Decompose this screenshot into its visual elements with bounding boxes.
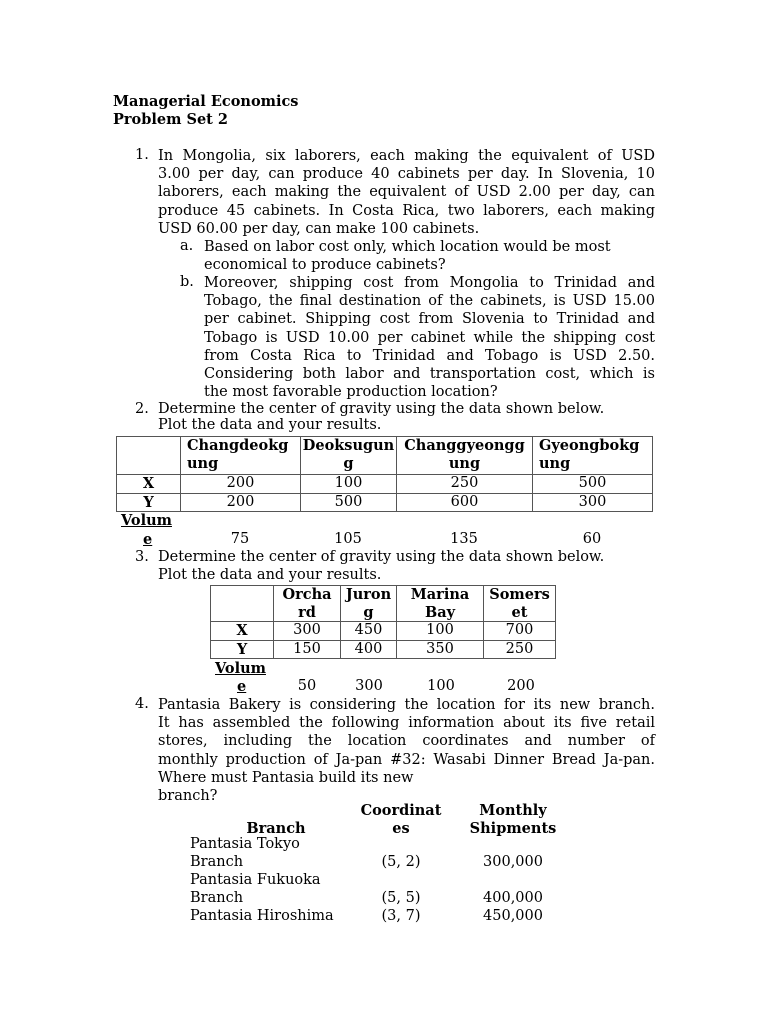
problem-2-table xyxy=(116,436,653,512)
table-cell: 700 xyxy=(484,622,556,641)
problem-3-table xyxy=(210,585,556,659)
problem-4-number: 4. xyxy=(135,696,149,712)
col-coordinates-header: Coordinat xyxy=(360,802,442,819)
text-line: the most favorable production location? xyxy=(204,384,498,401)
branch-name: Pantasia Fukuoka xyxy=(190,872,321,888)
text-line: monthly production of Ja-pan #32: Wasabi Dinner Bread Ja-pan. xyxy=(158,751,655,768)
volume-label-cont: e xyxy=(143,531,153,548)
volume-value: 75 xyxy=(230,531,250,547)
table-header: Juron g xyxy=(341,586,397,622)
table-cell: 350 xyxy=(397,640,484,659)
volume-value: 300 xyxy=(355,678,383,694)
problem-2-line-2: Plot the data and your results. xyxy=(158,417,382,433)
branch-name: Pantasia Tokyo xyxy=(190,836,300,852)
branch-coordinates: (3, 7) xyxy=(381,908,421,924)
table-cell: 200 xyxy=(181,475,301,494)
text-line: economical to produce cabinets? xyxy=(204,257,446,274)
text-line: Pantasia Bakery is considering the location for its new branch. xyxy=(158,697,655,713)
volume-label-cont: e xyxy=(237,678,247,695)
problem-1b-text xyxy=(204,274,655,401)
volume-value: 60 xyxy=(582,531,602,547)
volume-value: 200 xyxy=(507,678,535,694)
text-line: Moreover, shipping cost from Mongolia to Trinidad and xyxy=(204,275,655,291)
table-cell: 200 xyxy=(181,493,301,512)
volume-value: 105 xyxy=(334,531,362,547)
col-shipments-header: Monthly xyxy=(479,802,547,819)
branch-name-cont: Branch xyxy=(190,854,244,870)
text-line: branch? xyxy=(158,787,218,804)
table-cell: 450 xyxy=(341,622,397,641)
text-line: Based on labor cost only, which location would be most xyxy=(204,239,611,255)
table-corner-cell xyxy=(117,437,181,475)
volume-label: Volum xyxy=(215,660,266,677)
problem-2-line-1: Determine the center of gravity using the data shown below. xyxy=(158,401,605,417)
row-label-y: Y xyxy=(117,493,181,512)
table-cell: 500 xyxy=(301,493,397,512)
problem-4-text xyxy=(158,696,655,805)
col-shipments-header-cont: Shipments xyxy=(469,820,557,837)
text-line: from Costa Rica to Trinidad and Tobago is USD 2.50. xyxy=(204,347,655,364)
problem-3-line-2: Plot the data and your results. xyxy=(158,567,382,583)
table-cell: 100 xyxy=(301,475,397,494)
table-header: Changdeokg ung xyxy=(181,437,301,475)
problem-3-number: 3. xyxy=(135,549,149,565)
table-header: Marina Bay xyxy=(397,586,484,622)
table-cell: 100 xyxy=(397,622,484,641)
table-header: Gyeongbokg ung xyxy=(533,437,653,475)
text-line: Tobago is USD 10.00 per cabinet while the shipping cost xyxy=(204,329,655,346)
text-line: USD 60.00 per day, can make 100 cabinets. xyxy=(158,220,480,237)
table-cell: 150 xyxy=(274,640,341,659)
col-coordinates-header-cont: es xyxy=(392,820,410,837)
table-cell: 250 xyxy=(484,640,556,659)
row-label-y: Y xyxy=(211,640,274,659)
branch-coordinates: (5, 2) xyxy=(381,854,421,870)
table-header: Somers et xyxy=(484,586,556,622)
problem-1b-label: b. xyxy=(180,274,194,290)
table-cell: 500 xyxy=(533,475,653,494)
table-header: Orcha rd xyxy=(274,586,341,622)
text-line: 3.00 per day, can produce 40 cabinets per day. In Slovenia, 10 xyxy=(158,166,655,183)
text-line: produce 45 cabinets. In Costa Rica, two laborers, each making xyxy=(158,202,655,219)
text-line: It has assembled the following information about its five retail xyxy=(158,715,655,732)
text-line: laborers, each making the equivalent of USD 2.00 per day, can xyxy=(158,184,655,201)
branch-name: Pantasia Hiroshima xyxy=(190,908,334,924)
problem-1-text xyxy=(158,147,655,238)
text-line: per cabinet. Shipping cost from Slovenia to Trinidad and xyxy=(204,311,655,328)
problem-1-number: 1. xyxy=(135,147,149,163)
table-cell: 400 xyxy=(341,640,397,659)
col-branch-header: Branch xyxy=(246,820,306,837)
volume-label: Volum xyxy=(121,512,172,529)
text-line: Considering both labor and transportation cost, which is xyxy=(204,365,655,382)
branch-name-cont: Branch xyxy=(190,890,244,906)
row-label-x: X xyxy=(117,475,181,494)
branch-shipments: 400,000 xyxy=(483,890,543,906)
text-line: Tobago, the final destination of the cabinets, is USD 15.00 xyxy=(204,293,655,310)
table-cell: 600 xyxy=(397,493,533,512)
table-header: Changgyeongg ung xyxy=(397,437,533,475)
branch-coordinates: (5, 5) xyxy=(381,890,421,906)
branch-shipments: 300,000 xyxy=(483,854,543,870)
volume-value: 50 xyxy=(297,678,317,694)
text-line: stores, including the location coordinates and number of xyxy=(158,733,655,750)
volume-value: 100 xyxy=(427,678,455,694)
problem-1a-text xyxy=(204,238,655,274)
table-cell: 250 xyxy=(397,475,533,494)
problem-2-number: 2. xyxy=(135,401,149,417)
text-line: In Mongolia, six laborers, each making the equivalent of USD xyxy=(158,148,655,164)
course-title: Managerial Economics xyxy=(113,93,299,110)
volume-value: 135 xyxy=(450,531,478,547)
text-line: Where must Pantasia build its new xyxy=(158,769,414,786)
table-corner-cell xyxy=(211,586,274,622)
problem-set-title: Problem Set 2 xyxy=(113,111,229,128)
table-cell: 300 xyxy=(533,493,653,512)
branch-shipments: 450,000 xyxy=(483,908,543,924)
table-cell: 300 xyxy=(274,622,341,641)
problem-3-line-1: Determine the center of gravity using the data shown below. xyxy=(158,549,605,565)
table-header: Deoksugun g xyxy=(301,437,397,475)
row-label-x: X xyxy=(211,622,274,641)
problem-1a-label: a. xyxy=(180,238,194,254)
